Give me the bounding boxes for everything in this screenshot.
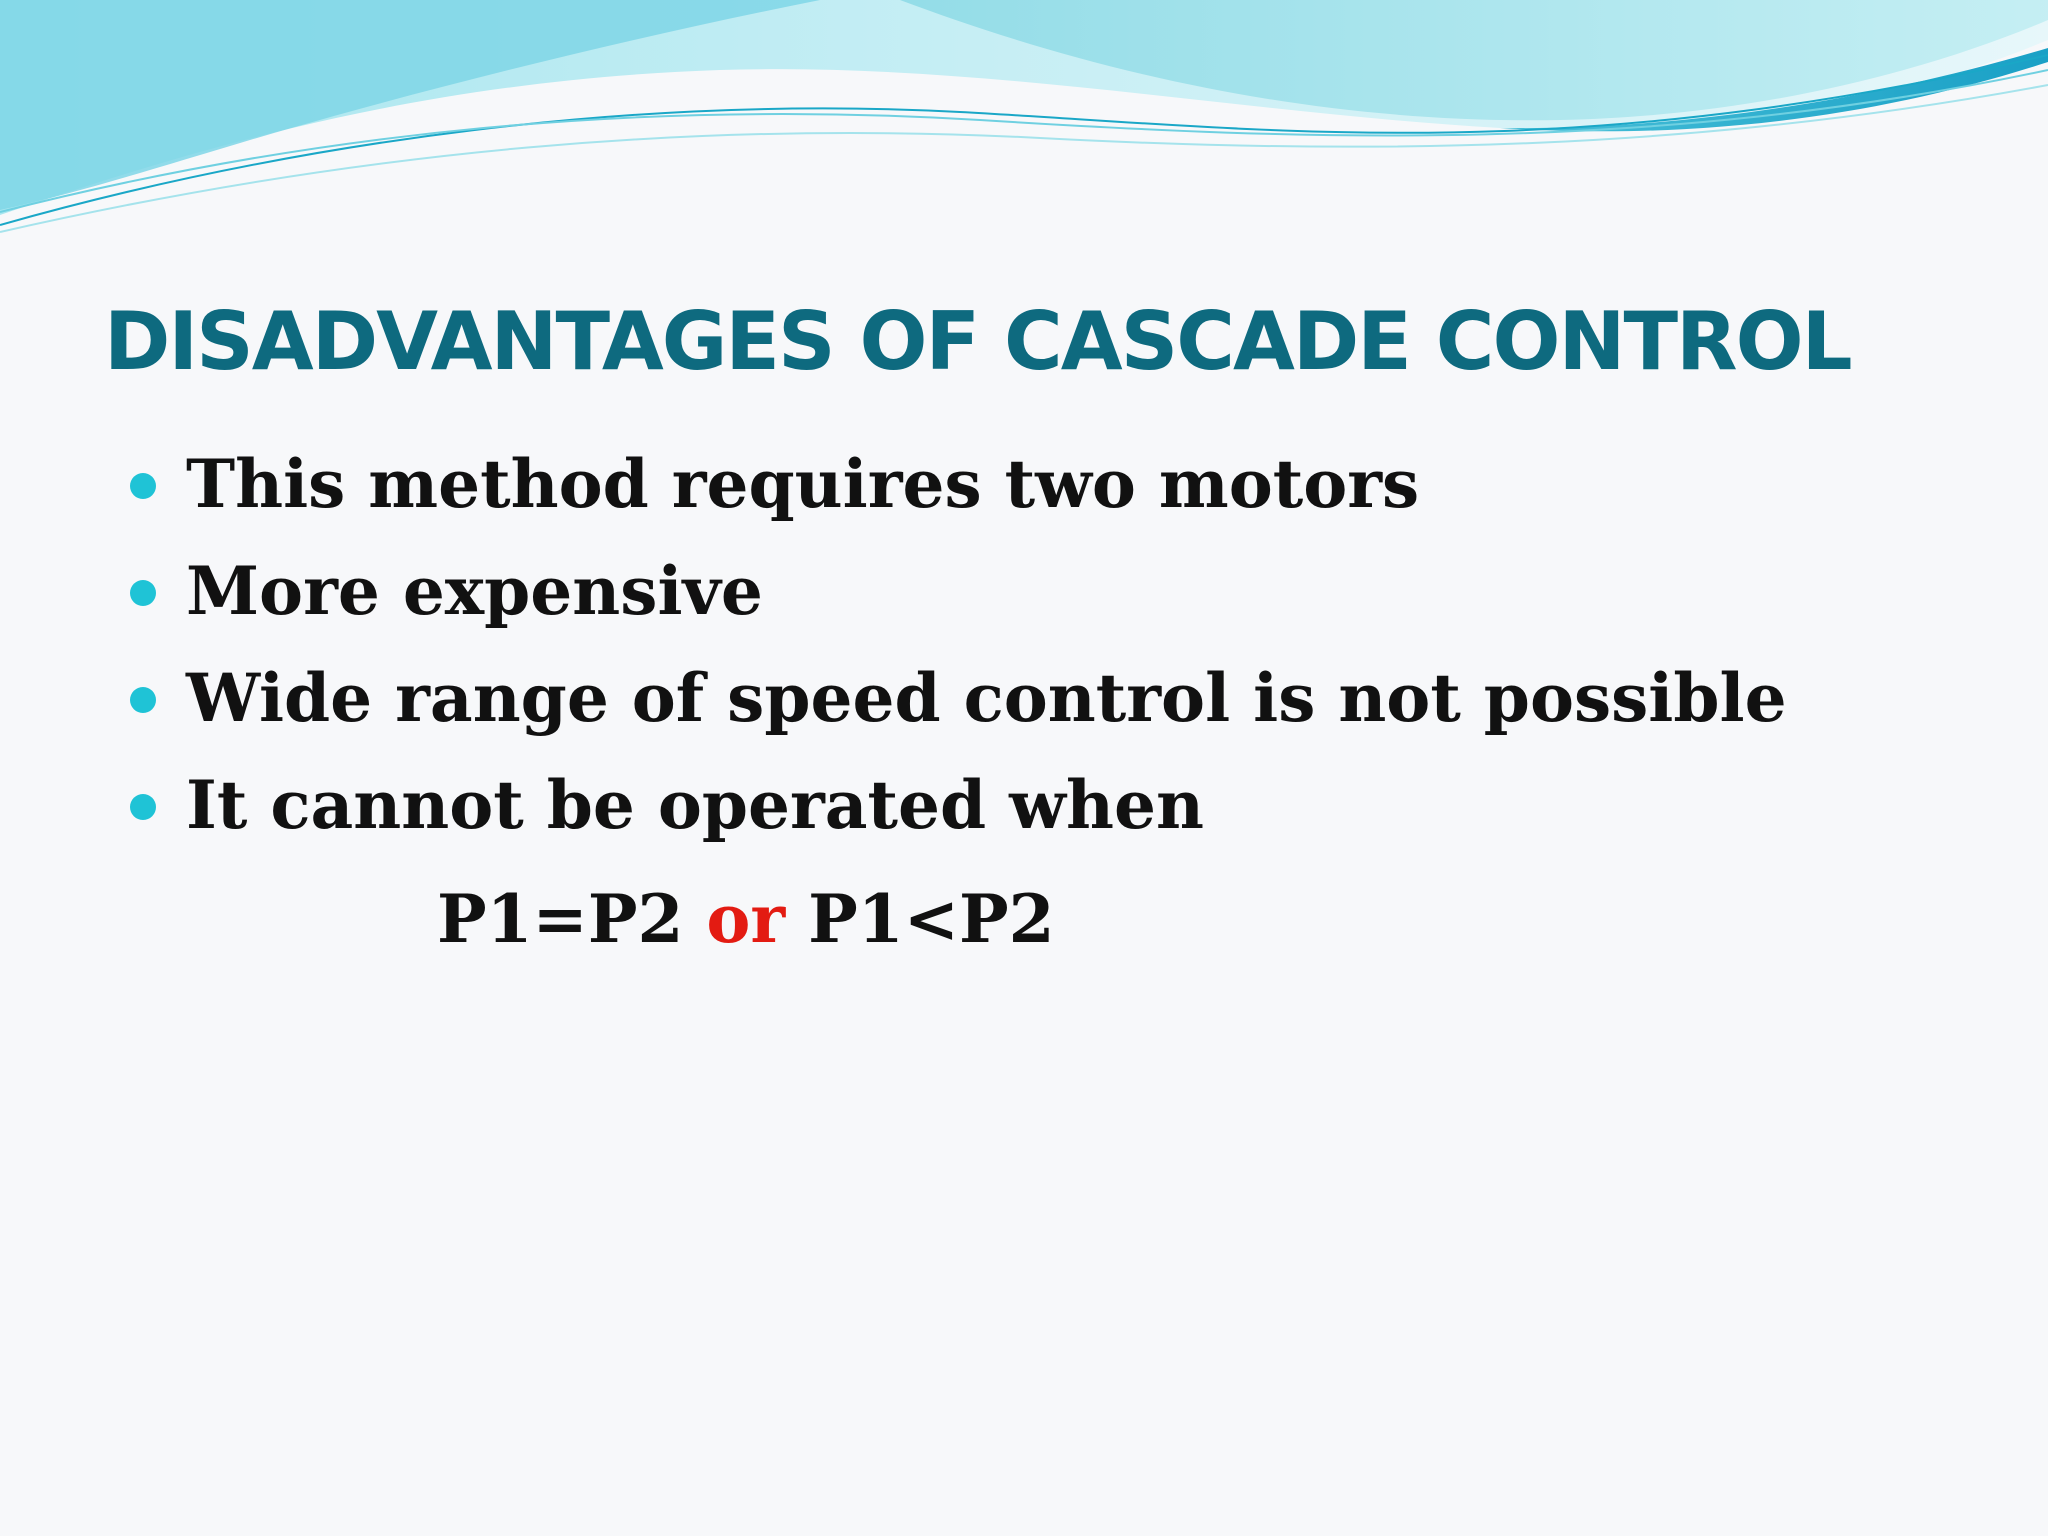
bullet-item xyxy=(130,659,1787,766)
bullet-text: This method requires two motors xyxy=(186,445,1420,523)
bullet-dot-icon xyxy=(130,687,156,713)
bullet-dot-icon xyxy=(130,580,156,606)
header-wave-graphic xyxy=(0,0,2048,260)
bullet-text: It cannot be operated when xyxy=(186,766,1204,844)
bullet-item xyxy=(130,552,1787,659)
bullet-dot-icon xyxy=(130,473,156,499)
bullet-text: Wide range of speed control is not possible xyxy=(186,659,1787,737)
bullet-dot-icon xyxy=(130,794,156,820)
condition-left: P1=P2 xyxy=(437,880,684,958)
slide-title: DISADVANTAGES OF CASCADE CONTROL xyxy=(104,295,1851,388)
bullet-text: More expensive xyxy=(186,552,763,630)
bullet-list xyxy=(130,445,1787,873)
condition-right: P1<P2 xyxy=(808,880,1055,958)
bullet-item xyxy=(130,445,1787,552)
bullet-item xyxy=(130,766,1787,873)
condition-connector: or xyxy=(706,880,786,958)
condition-line xyxy=(437,880,1055,959)
